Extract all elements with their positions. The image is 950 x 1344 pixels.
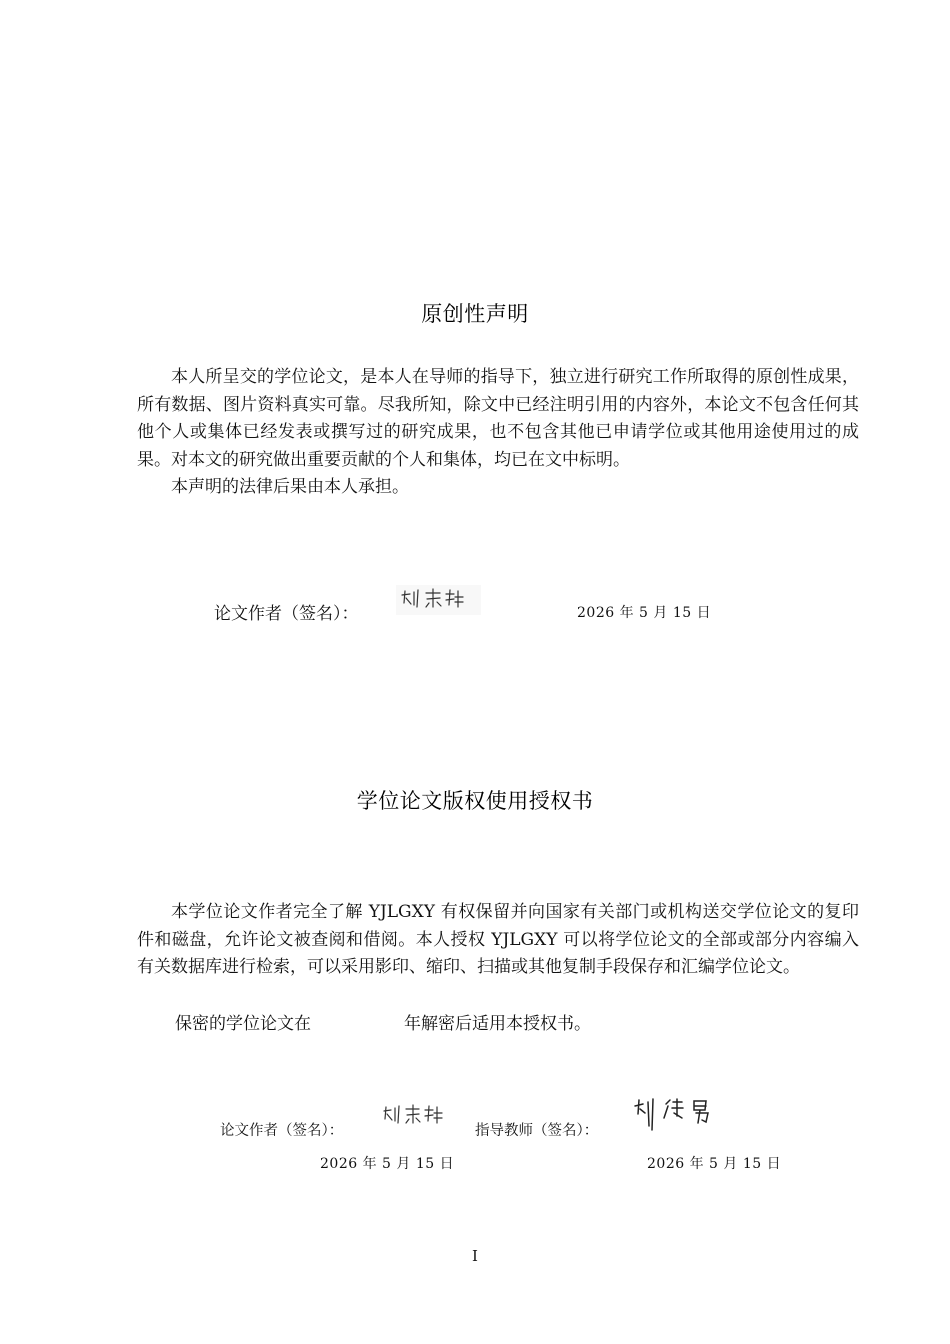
authorization-title: 学位论文版权使用授权书 [356, 789, 594, 813]
declaration-paragraph-2: 本声明的法律后果由本人承担。 [171, 477, 409, 497]
authorization-author-signature [378, 1102, 458, 1130]
advisor-label: 指导教师（签名）： [475, 1123, 599, 1139]
declaration-paragraph-1: 本人所呈交的学位论文，是本人在导师的指导下，独立进行研究工作所取得的原创性成果，所有数据、图片资料真实可靠。尽我所知，除文中已经注明引用的内容外，本论文不包含任何其他个人或集体已经发表或撰写过的研究成果，也不包含其他已申请学位或其他用途使用过的成果。对本文的研究做出重要贡献的个人和集体，均已在文中标明。 [137, 367, 859, 470]
authorization-author-date: 2026 年 5 月 15 日 [320, 1156, 455, 1172]
authorization-advisor-date: 2026 年 5 月 15 日 [647, 1156, 782, 1172]
authorization-body [137, 899, 859, 982]
declaration-author-label: 论文作者（签名）： [214, 604, 359, 624]
authorization-author-label: 论文作者（签名）： [220, 1123, 344, 1139]
declaration-author-signature [396, 585, 481, 615]
declaration-date: 2026 年 5 月 15 日 [577, 605, 712, 621]
confidential-prefix: 保密的学位论文在 [175, 1014, 311, 1034]
authorization-paragraph-1: 本学位论文作者完全了解 YJLGXY 有权保留并向国家有关部门或机构送交学位论文的复印件和磁盘，允许论文被查阅和借阅。本人授权 YJLGXY 可以将学位论文的全部或部分内容编入有关数据库进行检索，可以采用影印、缩印、扫描或其他复制手段保存和汇编学位论文。 [137, 902, 859, 977]
advisor-signature [630, 1096, 720, 1134]
confidential-suffix: 年解密后适用本授权书。 [404, 1014, 591, 1034]
declaration-body [137, 364, 859, 502]
declaration-title: 原创性声明 [421, 302, 529, 326]
page-number: I [472, 1247, 478, 1265]
